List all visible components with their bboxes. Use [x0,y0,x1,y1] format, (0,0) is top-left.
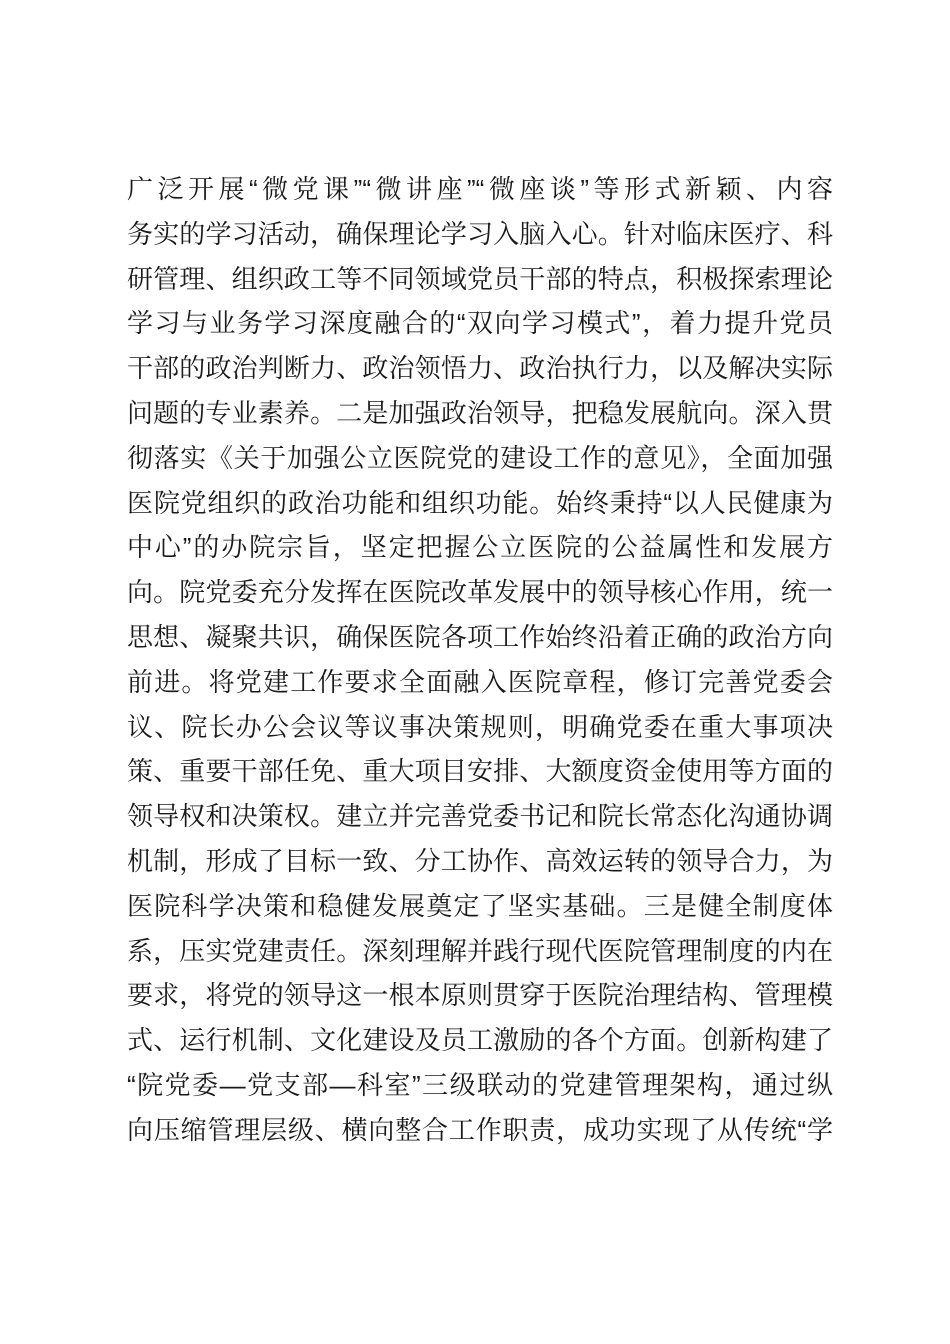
text-line: 式、运行机制、文化建设及员工激励的各个方面。创新构建了 [127,1025,833,1056]
text-line: 务实的学习活动，确保理论学习入脑入心。针对临床医疗、科 [127,218,833,249]
text-line: 机制，形成了目标一致、分工协作、高效运转的领导合力，为 [127,845,833,876]
text-line: 彻落实《关于加强公立医院党的建设工作的意见》，全面加强 [127,442,833,473]
text-line: 策、重要干部任免、重大项目安排、大额度资金使用等方面的 [127,756,833,787]
text-line: 向压缩管理层级、横向整合工作职责，成功实现了从传统“学 [127,1114,833,1145]
text-line: 研管理、组织政工等不同领域党员干部的特点，积极探索理论 [127,263,833,294]
text-line: 领导权和决策权。建立并完善党委书记和院长常态化沟通协调 [127,801,833,832]
text-line: “院党委—党支部—科室”三级联动的党建管理架构，通过纵 [127,1069,833,1100]
paragraph-body [127,167,833,1153]
text-line: 广泛开展“微党课”“微讲座”“微座谈”等形式新颖、内容 [127,174,833,204]
text-line: 问题的专业素养。二是加强政治领导，把稳发展航向。深入贯 [127,397,833,428]
text-line: 干部的政治判断力、政治领悟力、政治执行力，以及解决实际 [127,353,833,384]
text-line: 议、院长办公会议等议事决策规则，明确党委在重大事项决 [127,711,833,742]
text-line: 要求，将党的领导这一根本原则贯穿于医院治理结构、管理模 [127,980,833,1011]
text-line: 向。院党委充分发挥在医院改革发展中的领导核心作用，统一 [127,577,833,608]
text-line: 医院党组织的政治功能和组织功能。始终秉持“以人民健康为 [127,487,833,518]
text-line: 思想、凝聚共识，确保医院各项工作始终沿着正确的政治方向 [127,621,833,652]
text-line: 中心”的办院宗旨，坚定把握公立医院的公益属性和发展方 [127,532,833,563]
text-line: 前进。将党建工作要求全面融入医院章程，修订完善党委会 [127,666,833,697]
text-line: 医院科学决策和稳健发展奠定了坚实基础。三是健全制度体 [127,890,833,921]
text-line: 学习与业务学习深度融合的“双向学习模式”，着力提升党员 [127,308,833,339]
text-line: 系，压实党建责任。深刻理解并践行现代医院管理制度的内在 [127,935,833,966]
